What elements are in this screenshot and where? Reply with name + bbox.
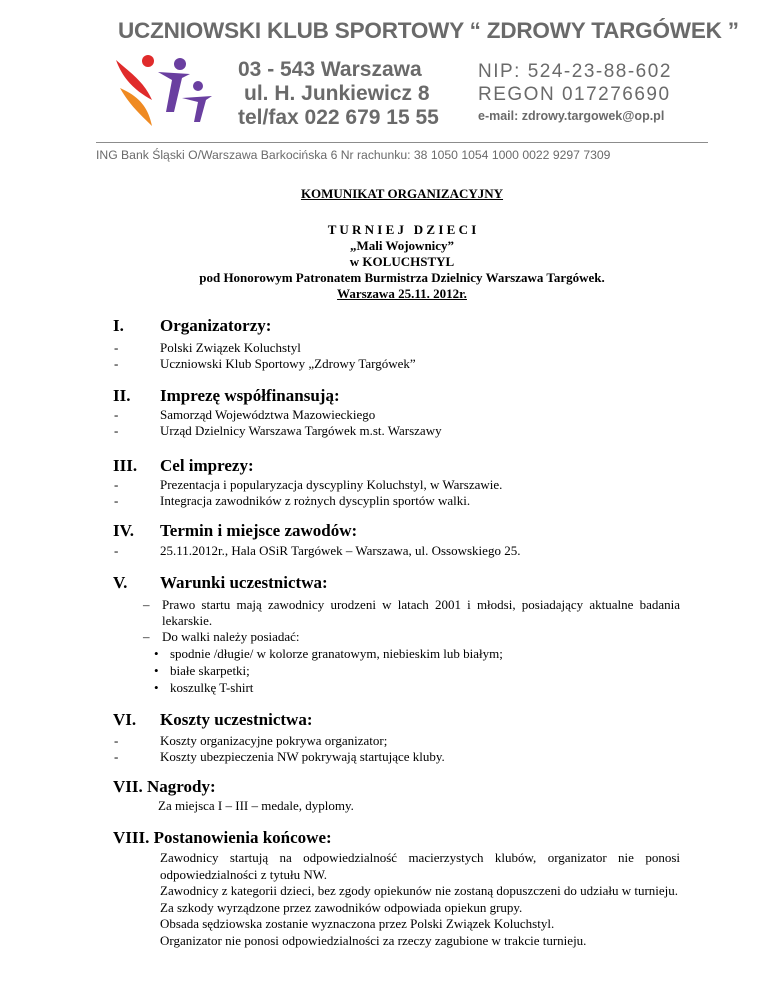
organizer-item: Polski Związek Koluchstyl (160, 340, 301, 355)
participation-equipment-intro: Do walki należy posiadać: (162, 629, 300, 644)
section-cofinancing-heading: II. Imprezę współfinansują: (113, 386, 340, 405)
prizes-text: Za miejsca I – III – medale, dyplomy. (158, 798, 354, 813)
organizer-item: Uczniowski Klub Sportowy „Zdrowy Targówek” (160, 356, 416, 371)
section-date-venue-heading: IV. Termin i miejsce zawodów: (113, 521, 358, 540)
logo-figure-purple-2 (182, 96, 212, 122)
provision-paragraph: Zawodnicy z kategorii dzieci, bez zgody opiekunów nie zostaną dopuszczeni do udziału w turnieju. (160, 883, 679, 898)
section-participation-heading: V. Warunki uczestnictwa: (113, 573, 328, 592)
section-final-provisions-heading: VIII. Postanowienia końcowe: (113, 828, 332, 847)
section-costs-heading: VI. Koszty uczestnictwa: (113, 710, 313, 729)
logo-head-purple (174, 58, 186, 70)
section-goal-heading: III. Cel imprezy: (113, 456, 254, 475)
equipment-item: białe skarpetki; (170, 663, 250, 678)
event-date-location: Warszawa 25.11. 2012r. (337, 286, 467, 301)
nip-number: NIP: 524-23-88-602 (478, 61, 672, 82)
cofinancer-item: Urząd Dzielnicy Warszawa Targówek m.st. Warszawy (160, 423, 442, 438)
cost-item: Koszty organizacyjne pokrywa organizator; (160, 733, 388, 748)
bank-details: ING Bank Śląski O/Warszawa Barkocińska 6 Nr rachunku: 38 1050 1054 1000 0022 9297 7309 (96, 148, 611, 162)
date-venue-item: 25.11.2012r., Hala OSiR Targówek – Warszawa, ul. Ossowskiego 25. (160, 543, 521, 558)
provision-paragraph: Obsada sędziowska zostanie wyznaczona przez Polski Związek Koluchstyl. (160, 916, 555, 931)
address-phone: tel/fax 022 679 15 55 (238, 106, 439, 129)
provision-paragraph: Za szkody wyrządzone przez zawodników odpowiada opiekun grupy. (160, 899, 523, 915)
goal-item: Prezentacja i popularyzacja dyscypliny Koluchstyl, w Warszawie. (160, 477, 503, 492)
provision-paragraph: Zawodnicy startują na odpowiedzialność macierzystych klubów, organizator nie ponosi odpowiedzialności z tytułu NW. (160, 850, 680, 882)
provision-paragraph: Organizator nie ponosi odpowiedzialności za rzeczy zagubione w trakcie turnieju. (160, 932, 587, 948)
cost-item: Koszty ubezpieczenia NW pokrywają startujące kluby. (160, 749, 445, 764)
section-organizers-heading: I. Organizatorzy: (113, 316, 272, 335)
participation-eligibility: Prawo startu mają zawodnicy urodzeni w latach 2001 i młodsi, posiadający aktualne badania lekarskie. (162, 597, 680, 628)
tournament-name: „Mali Wojownicy” (349, 238, 455, 253)
header-divider (96, 142, 708, 143)
tournament-title: T U R N I E J D Z I E C I (327, 222, 477, 237)
address-city: 03 - 543 Warszawa (238, 58, 422, 81)
regon-number: REGON 017276690 (478, 84, 671, 105)
logo-figure-purple (158, 72, 190, 112)
club-registry (478, 60, 672, 106)
club-address (238, 58, 439, 130)
section-prizes-heading: VII. Nagrody: (113, 777, 216, 796)
equipment-item: spodnie /długie/ w kolorze granatowym, niebieskim lub białym; (170, 646, 503, 661)
bullet-icon: • (154, 680, 159, 695)
club-logo (108, 52, 218, 132)
logo-head-purple-2 (193, 81, 203, 91)
cofinancer-item: Samorząd Województwa Mazowieckiego (160, 407, 376, 422)
equipment-item: koszulkę T-shirt (170, 680, 254, 695)
address-street: ul. H. Junkiewicz 8 (244, 82, 430, 105)
logo-head-red (142, 55, 154, 67)
final-provisions (160, 850, 680, 949)
patronage-line: pod Honorowym Patronatem Burmistrza Dzielnicy Warszawa Targówek. (199, 270, 605, 285)
bullet-icon: • (154, 663, 159, 678)
club-email: e-mail: zdrowy.targowek@op.pl (478, 109, 665, 123)
goal-item: Integracja zawodników z rożnych dyscyplin sportów walki. (160, 493, 471, 508)
bullet-icon: • (154, 646, 159, 661)
document-heading: KOMUNIKAT ORGANIZACYJNY (300, 186, 504, 201)
club-name: UCZNIOWSKI KLUB SPORTOWY “ ZDROWY TARGÓWEK ” (118, 18, 739, 43)
tournament-discipline: w KOLUCHSTYL (349, 254, 455, 269)
